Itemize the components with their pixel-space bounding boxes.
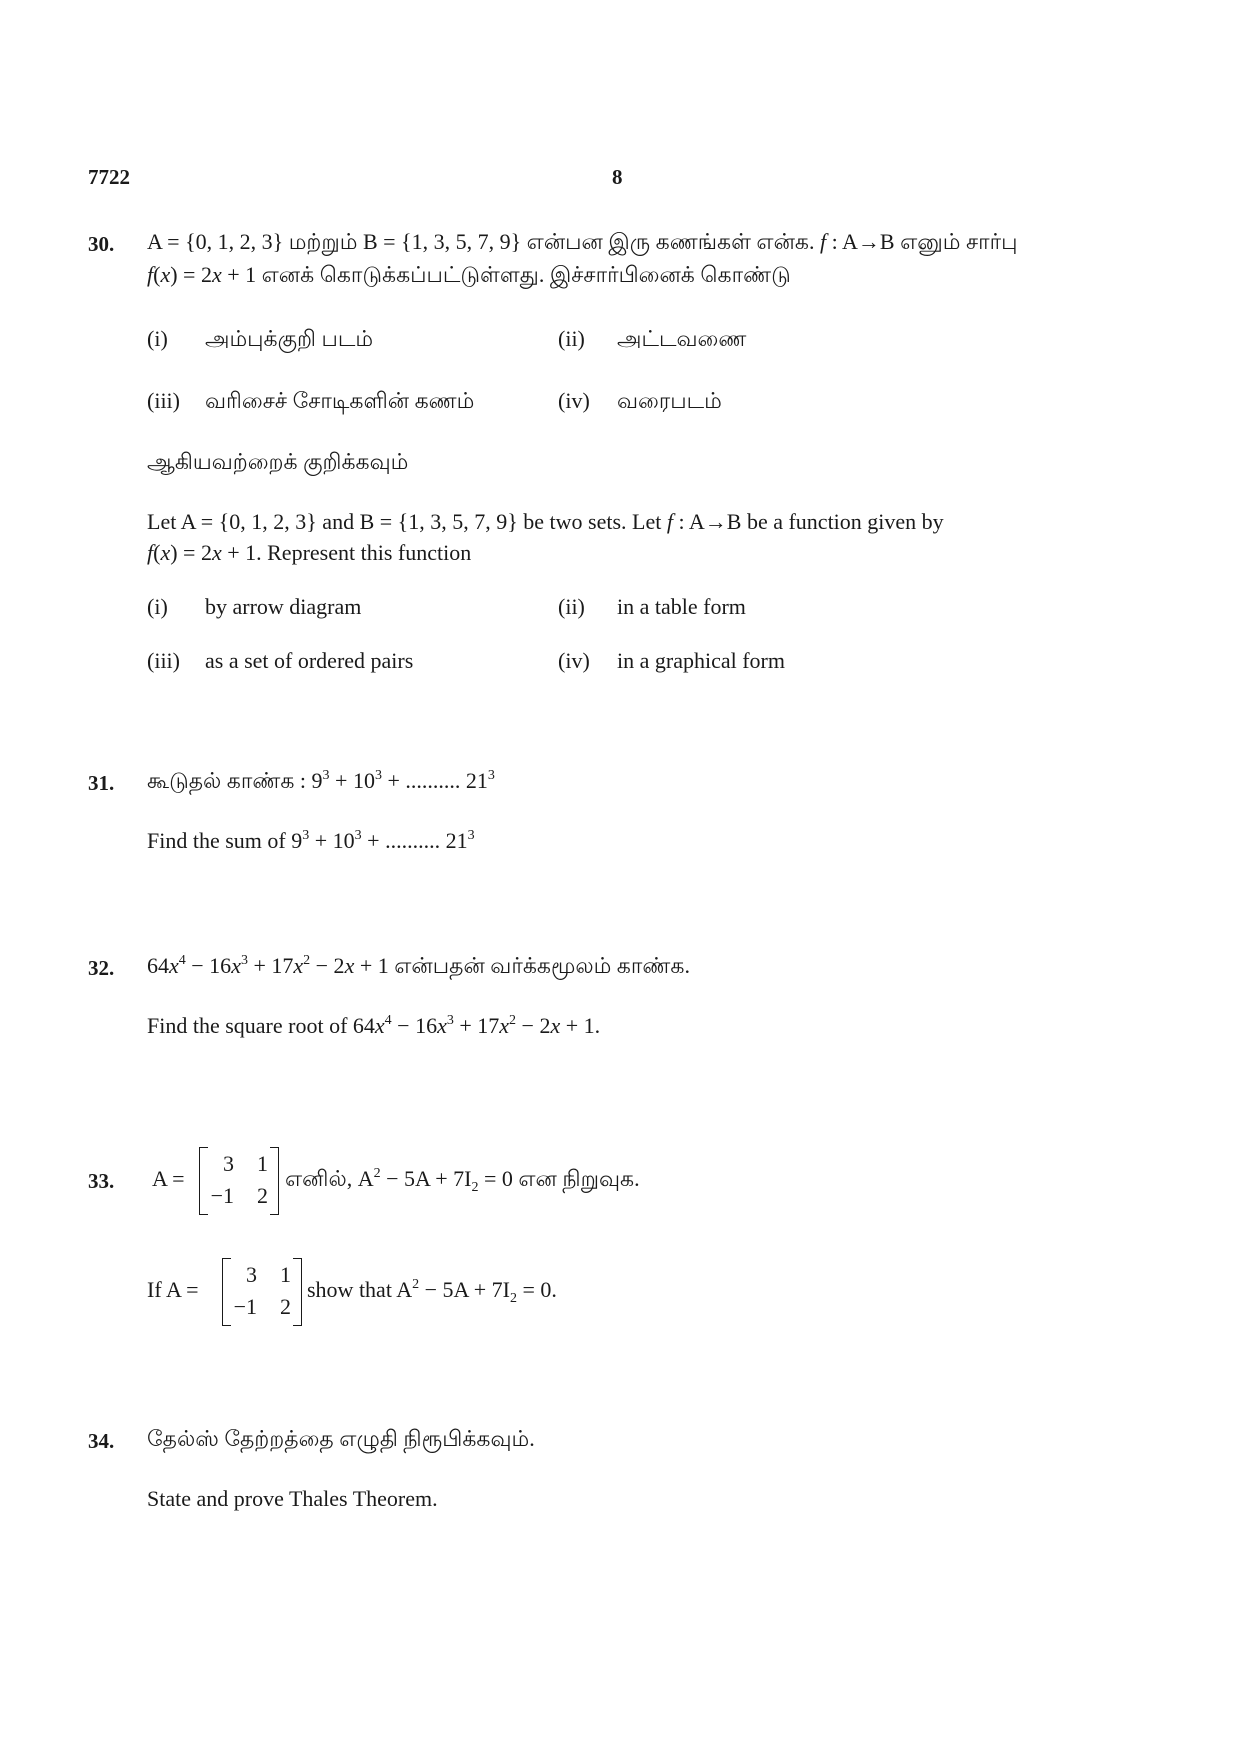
option-text: in a table form [617, 594, 746, 619]
q33-english-statement: show that $A^2 - 5A + 7I_2 = 0$. [307, 1277, 557, 1306]
option-text: by arrow diagram [205, 594, 362, 619]
option-text: in a graphical form [617, 648, 785, 673]
option-text: வரைபடம் [617, 388, 722, 413]
q32-tamil-line: $64x^4 - 16x^3 + 17x^2 - 2x + 1$ என்பதன் வர்க்கமூலம் காண்க. [147, 953, 690, 978]
right-bracket [293, 1258, 302, 1326]
option-label: (iv) [558, 648, 590, 673]
option-text: அட்டவணை [617, 326, 747, 351]
question-number: 31. [88, 771, 115, 795]
q30-english-line-2: f(x) = 2x + 1. Represent this function [147, 540, 472, 565]
q30-tamil-line-1: A = {0, 1, 2, 3} மற்றும் B = {1, 3, 5, 7, 9} என்பன இரு கணங்கள் என்க. f : A→B எனும் சார்பு [147, 229, 1018, 254]
question-number: 33. [88, 1169, 115, 1193]
q34-english-line: State and prove Thales Theorem. [147, 1486, 438, 1511]
option-text: அம்புக்குறி படம் [205, 326, 374, 351]
question-number: 34. [88, 1429, 115, 1453]
q31-tamil-line: கூடுதல் காண்க : $9^3 + 10^3$ + .......... $21^3$ [147, 768, 495, 793]
q32-english-line: Find the square root of $64x^4 - 16x^3 + 17x^2 - 2x + 1$. [147, 1013, 601, 1038]
page-number: 8 [612, 165, 623, 189]
question-number: 30. [88, 232, 115, 256]
option-text: as a set of ordered pairs [205, 648, 414, 673]
exam-code: 7722 [88, 165, 130, 189]
q30-tamil-closing: ஆகியவற்றைக் குறிக்கவும் [147, 449, 409, 474]
q30-english-line-1: Let A = {0, 1, 2, 3} and B = {1, 3, 5, 7, 9} be two sets. Let f : A→B be a function given by [147, 509, 944, 534]
q31-english-line: Find the sum of $9^3 + 10^3$ + .......... $21^3$ [147, 828, 475, 853]
matrix-cell: 2 [257, 1183, 268, 1208]
matrix-cell: 3 [223, 1151, 234, 1176]
option-label: (i) [147, 326, 168, 351]
matrix-a [199, 1147, 279, 1215]
option-label: (i) [147, 594, 168, 619]
option-text: வரிசைச் சோடிகளின் கணம் [205, 388, 475, 413]
right-bracket [270, 1147, 279, 1215]
matrix-name: A = [152, 1166, 185, 1191]
option-label: (iv) [558, 388, 590, 413]
q33-tamil-statement: எனில், $A^2 - 5A + 7I_2 = 0$ என நிறுவுக. [285, 1166, 640, 1195]
option-label: (iii) [147, 648, 180, 673]
option-label: (ii) [558, 326, 585, 351]
matrix-a [222, 1258, 302, 1326]
q30-tamil-line-2: f(x) = 2x + 1 எனக் கொடுக்கப்பட்டுள்ளது. இச்சார்பினைக் கொண்டு [147, 262, 791, 287]
matrix-cell: −1 [233, 1294, 257, 1319]
question-number: 32. [88, 956, 115, 980]
matrix-cell: 1 [280, 1262, 291, 1287]
option-label: (iii) [147, 388, 180, 413]
q34-tamil-line: தேல்ஸ் தேற்றத்தை எழுதி நிரூபிக்கவும். [147, 1426, 535, 1451]
matrix-cell: 1 [257, 1151, 268, 1176]
matrix-cell: 3 [246, 1262, 257, 1287]
matrix-cell: −1 [210, 1183, 234, 1208]
option-label: (ii) [558, 594, 585, 619]
matrix-name: If A = [147, 1277, 199, 1302]
matrix-cell: 2 [280, 1294, 291, 1319]
